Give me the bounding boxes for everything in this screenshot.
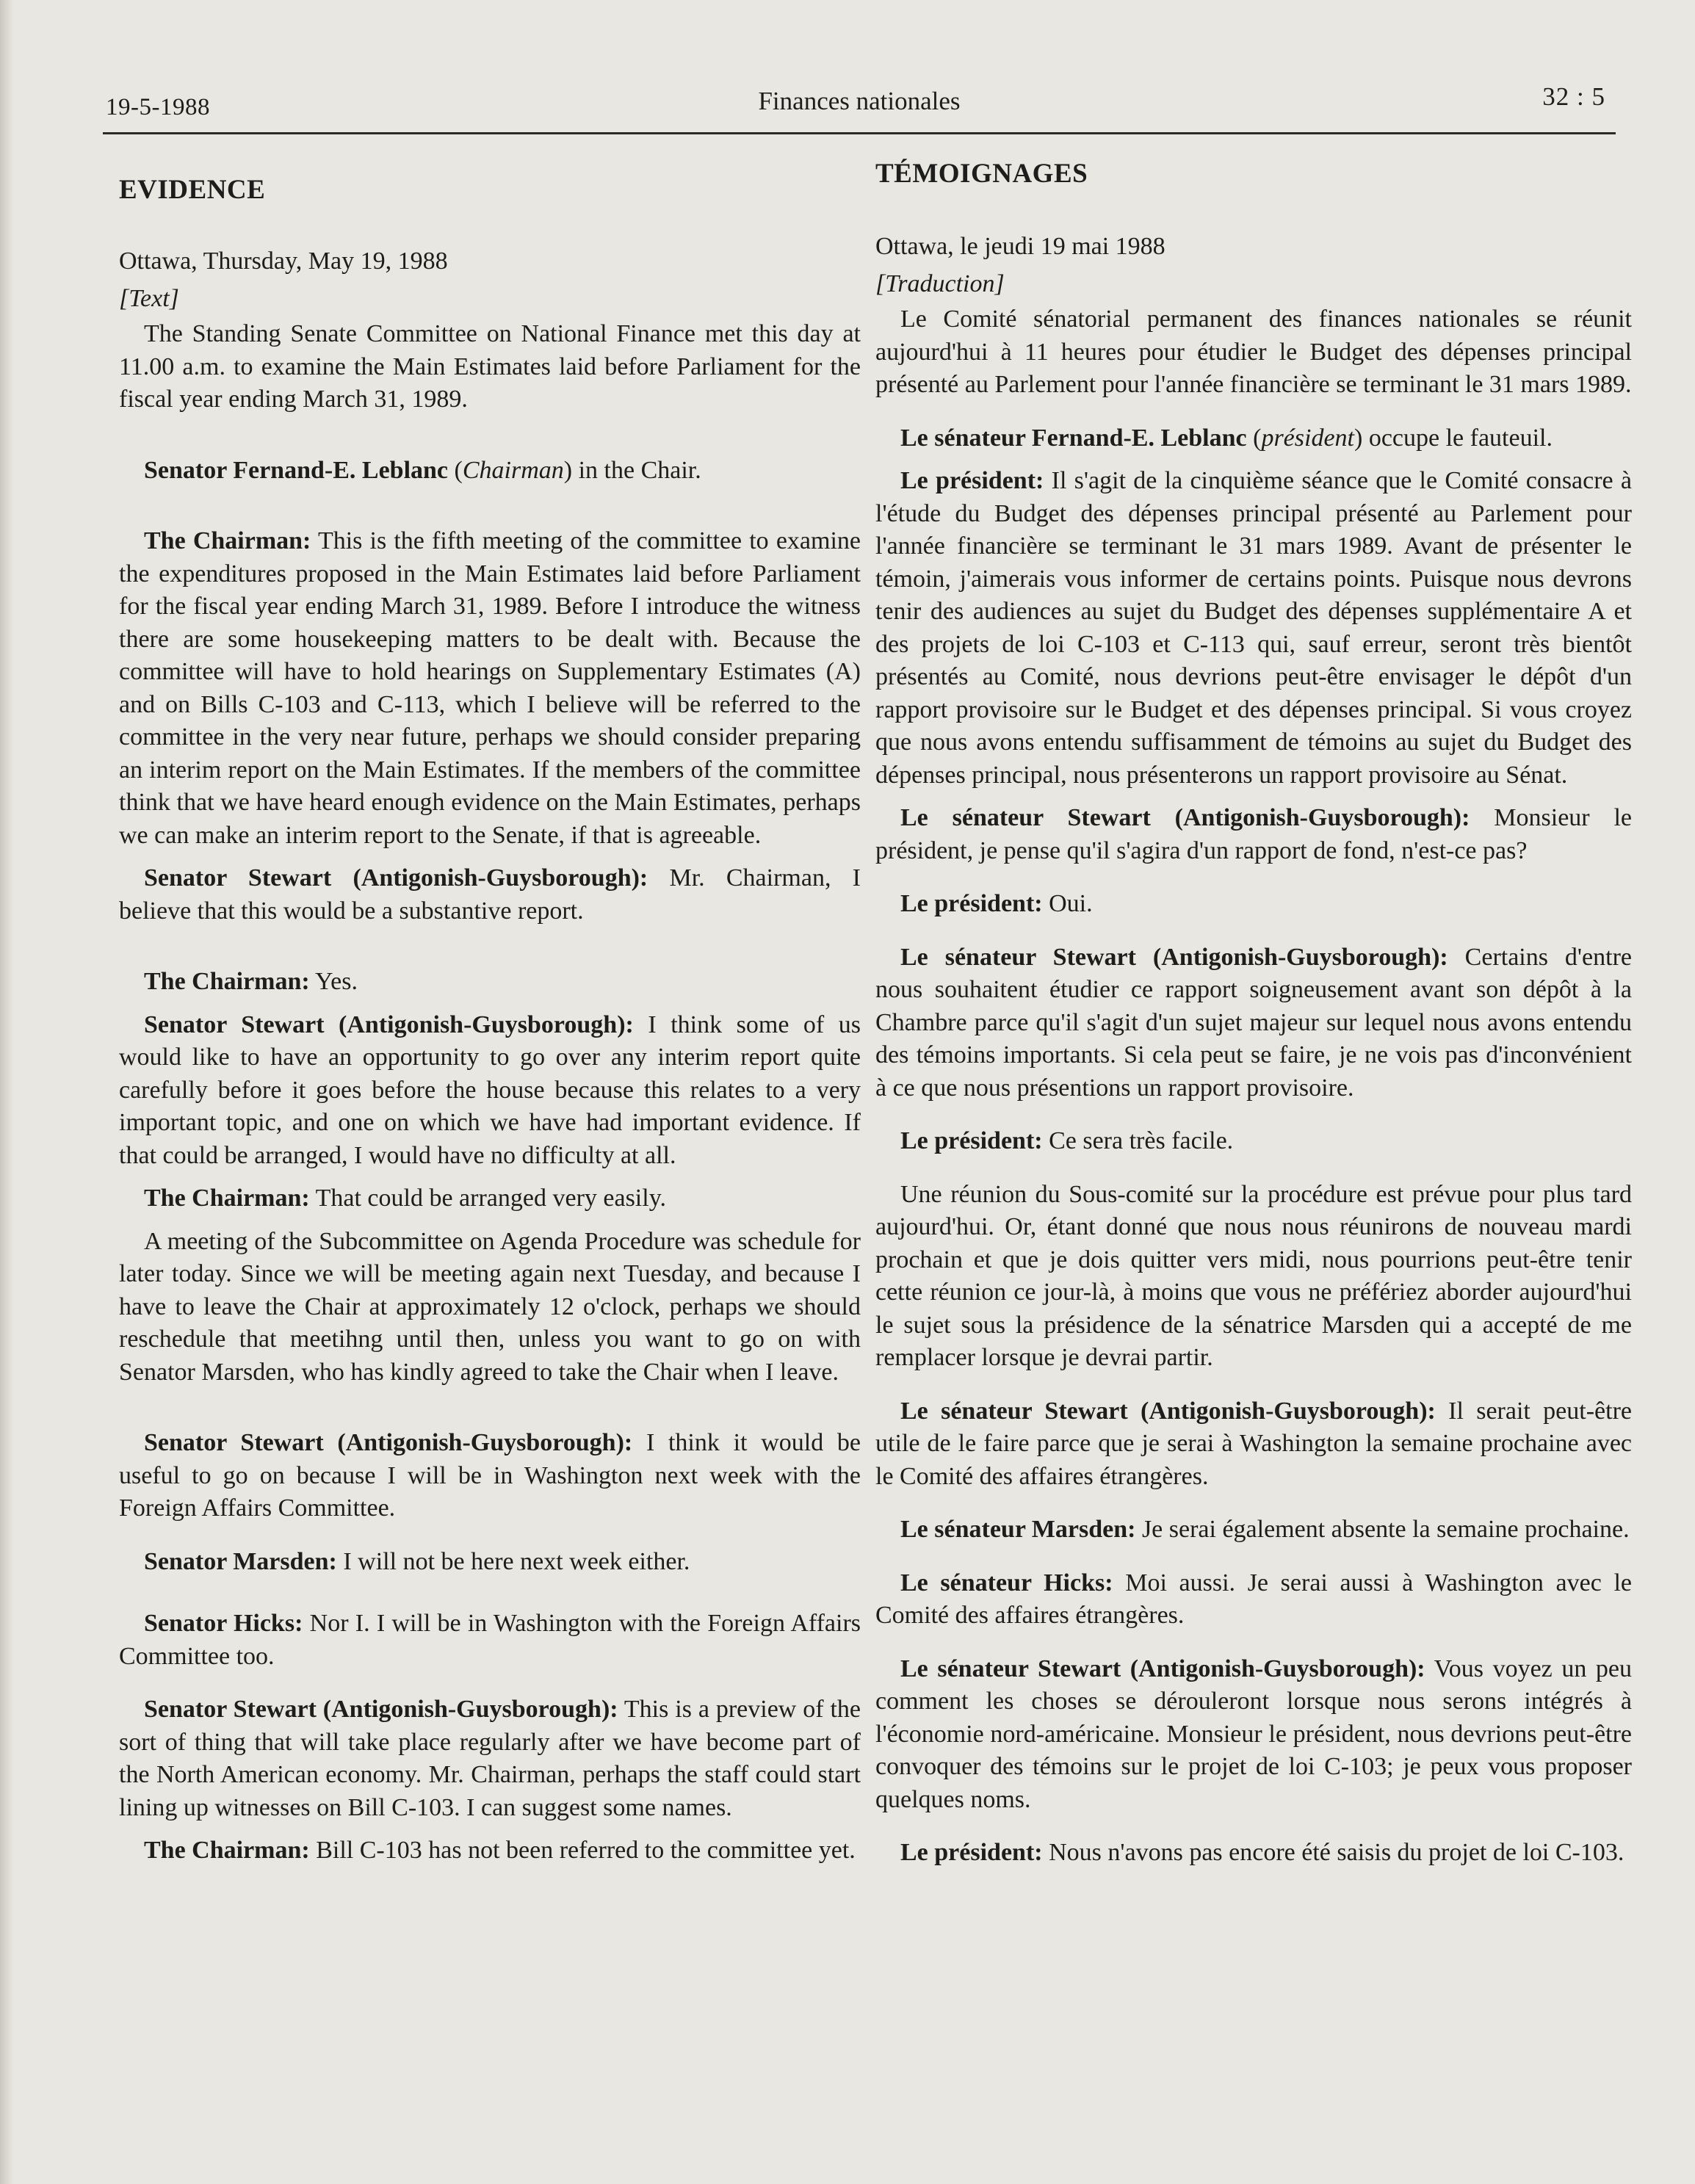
header-title: Finances nationales bbox=[758, 87, 961, 115]
speech-paragraph: The Chairman: Bill C-103 has not been referred to the committee yet. bbox=[144, 1837, 856, 1864]
paragraph: Une réunion du Sous-comité sur la procédure est prévue pour plus tard aujourd'hui. Or, étant donné que nous nous réunirons de nouveau mardi prochain et que je dois quitter vers midi, nous pourrions peut-être tenir cette réunion ce jour-là, à moins que vous ne préfériez aborder aujourd'hui le sujet sous la présidence de la sénatrice Marsden qui a accepté de me remplacer lorsque je devrai partir. bbox=[875, 1180, 1632, 1371]
speech-paragraph: Le sénateur Stewart (Antigonish-Guysborough): Il serait peut-être utile de le faire parce que je serai à Washington la semaine prochaine avec le Comité des affaires étrangères. bbox=[875, 1397, 1632, 1490]
evidence-heading: EVIDENCE bbox=[119, 175, 266, 205]
speech-paragraph: Le sénateur Stewart (Antigonish-Guysborough): Vous voyez un peu comment les choses se dérouleront lorsque nous serons intégrés à l'économie nord-américaine. Monsieur le président, nous devrions peut-être convoquer des témoins sur le projet de loi C-103; je peux vous proposer quelques noms. bbox=[875, 1655, 1632, 1813]
speech-paragraph: Senator Marsden: I will not be here next week either. bbox=[144, 1547, 690, 1575]
speech-paragraph: Le sénateur Stewart (Antigonish-Guysborough): Monsieur le président, je pense qu'il s'agira d'un rapport de fond, n'est-ce pas? bbox=[875, 804, 1633, 864]
header-page-number: 32 : 5 bbox=[1542, 82, 1605, 111]
paragraph: Le Comité sénatorial permanent des finances nationales se réunit aujourd'hui à 11 heures pour étudier le Budget des dépenses principal présenté au Parlement pour l'année financière se terminant le 31 mars 1989. bbox=[875, 305, 1632, 398]
speech-paragraph: Senator Stewart (Antigonish-Guysborough): This is a preview of the sort of thing that will take place regularly after we have become part of the North American economy. Mr. Chairman, perhaps the staff could start lining up witnesses on Bill C-103. I can suggest some names. bbox=[119, 1696, 861, 1821]
speech-paragraph: Senator Hicks: Nor I. I will be in Washington with the Foreign Affairs Committee too. bbox=[119, 1610, 861, 1670]
speech-paragraph: The Chairman: Yes. bbox=[144, 968, 358, 995]
chair-line: Le sénateur Fernand-E. Leblanc (président) occupe le fauteuil. bbox=[900, 424, 1553, 452]
temoignages-heading: TÉMOIGNAGES bbox=[875, 159, 1088, 189]
page-header bbox=[103, 73, 1616, 134]
speech-paragraph: The Chairman: That could be arranged very easily. bbox=[144, 1185, 666, 1212]
dateline: Ottawa, Thursday, May 19, 1988 bbox=[119, 247, 448, 275]
speech-paragraph: Le président: Nous n'avons pas encore été saisis du projet de loi C-103. bbox=[900, 1839, 1624, 1866]
french-column bbox=[875, 158, 1632, 1870]
header-date: 19-5-1988 bbox=[106, 94, 210, 120]
speech-paragraph: Senator Stewart (Antigonish-Guysborough): I think some of us would like to have an opportunity to go over any interim report quite carefully before it goes before the house because this relates to a very important topic, and one on which we have had important evidence. If that could be arranged, I would have no difficulty at all. bbox=[119, 1010, 861, 1169]
speech-paragraph: The Chairman: This is the fifth meeting of the committee to examine the expenditures proposed in the Main Estimates laid before Parliament for the fiscal year ending March 31, 1989. Before I introduce the witness there are some housekeeping matters to be dealt with. Because the committee will have to hold hearings on Supplementary Estimates (A) and on Bills C-103 and C-113, which I believe will be referred to the committee in the very near future, perhaps we should consider preparing an interim report on the Main Estimates. If the members of the committee think that we have heard enough evidence on the Main Estimates, perhaps we can make an interim report to the Senate, if that is agreeable. bbox=[119, 527, 861, 849]
speech-paragraph: Le président: Ce sera très facile. bbox=[900, 1127, 1234, 1154]
speech-paragraph: Le président: Oui. bbox=[900, 890, 1093, 917]
paragraph: A meeting of the Subcommittee on Agenda Procedure was schedule for later today. Since we will be meeting again next Tuesday, and because I have to leave the Chair at approximately 12 o'clock, perhaps we should reschedule that meetihng until then, unless you want to go on with Senator Marsden, who has kindly agreed to take the Chair when I leave. bbox=[119, 1227, 861, 1386]
language-tag: [Text] bbox=[119, 284, 179, 312]
speech-paragraph: Le sénateur Hicks: Moi aussi. Je serai aussi à Washington avec le Comité des affaires étrangères. bbox=[875, 1569, 1632, 1629]
speech-paragraph: Le sénateur Stewart (Antigonish-Guysborough): Certains d'entre nous souhaitent étudier ce rapport soigneusement avant son dépôt à la Chambre parce qu'il s'agit d'un sujet majeur sur lequel nous avons entendu des témoins importants. Si cela peut se faire, je ne vois pas d'inconvénient à ce que nous présentions un rapport provisoire. bbox=[875, 943, 1632, 1102]
language-tag: [Traduction] bbox=[875, 270, 1005, 297]
english-column bbox=[119, 158, 861, 1867]
speech-paragraph: Senator Stewart (Antigonish-Guysborough): Mr. Chairman, I believe that this would be a substantive report. bbox=[119, 864, 861, 925]
chair-line: Senator Fernand-E. Leblanc (Chairman) in the Chair. bbox=[144, 456, 701, 484]
speech-paragraph: Senator Stewart (Antigonish-Guysborough): I think it would be useful to go on because I will be in Washington next week with the Foreign Affairs Committee. bbox=[119, 1429, 861, 1522]
speech-paragraph: Le président: Il s'agit de la cinquième séance que le Comité consacre à l'étude du Budget des dépenses principal présenté au Parlement pour l'année financière se terminant le 31 mars 1989. Avant de présenter le témoin, j'aimerais vous informer de certains points. Puisque nous devrons tenir des audiences au sujet du Budget des dépenses supplémentaire A et des projets de loi C-103 et C-113 qui, sauf erreur, seront très bientôt présentés au Comité, nous devrions peut-être envisager le dépôt d'un rapport provisoire sur le Budget et des dépenses principal. Si vous croyez que nous avons entendu suffisamment de témoins au sujet du Budget des dépenses principal, nous présenterons un rapport provisoire au Sénat. bbox=[875, 467, 1633, 789]
speech-paragraph: Le sénateur Marsden: Je serai également absente la semaine prochaine. bbox=[900, 1516, 1630, 1543]
dateline: Ottawa, le jeudi 19 mai 1988 bbox=[875, 233, 1165, 260]
paragraph: The Standing Senate Committee on National Finance met this day at 11.00 a.m. to examine the Main Estimates laid before Parliament for the fiscal year ending March 31, 1989. bbox=[119, 320, 861, 413]
